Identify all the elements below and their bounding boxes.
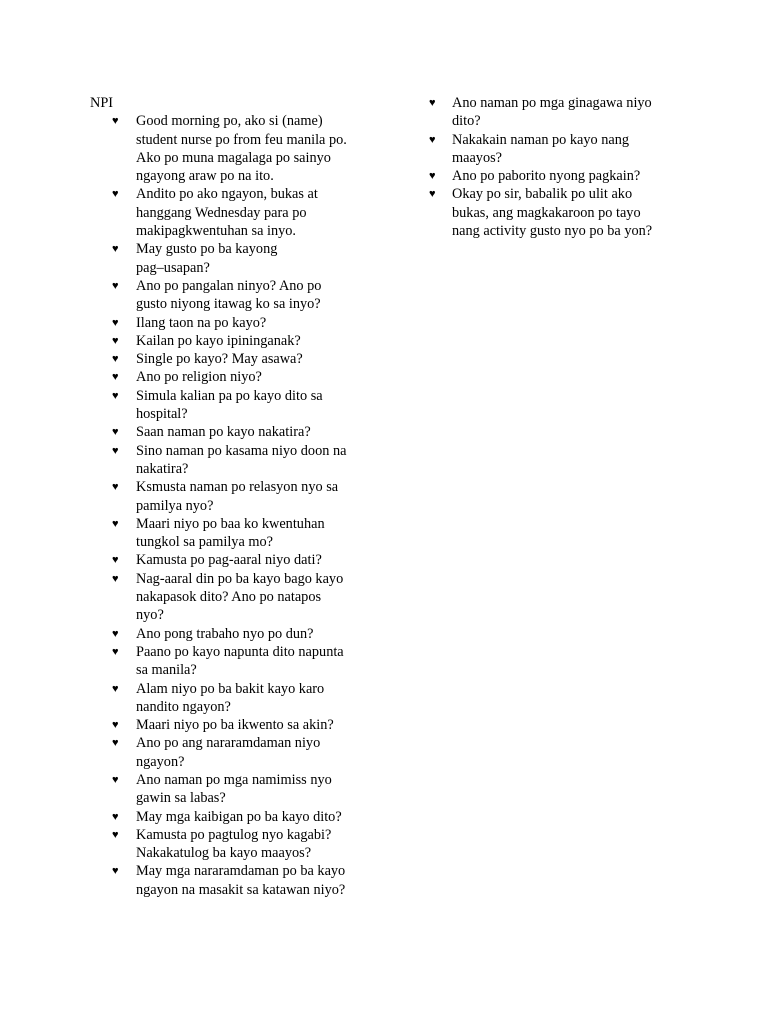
list-item xyxy=(90,716,370,734)
heart-bullet-icon: ♥ xyxy=(112,426,119,439)
list-item xyxy=(90,625,370,643)
heart-bullet-icon: ♥ xyxy=(112,316,119,329)
list-item xyxy=(90,808,370,826)
list-item xyxy=(90,442,370,479)
list-item xyxy=(90,478,370,515)
list-item xyxy=(90,570,370,625)
list-item-text: Nag-aaral din po ba kayo bago kayo nakapasok dito? Ano po natapos nyo? xyxy=(136,570,344,624)
heart-bullet-icon: ♥ xyxy=(112,682,119,695)
list-item-text: Simula kalian pa po kayo dito sa hospital? xyxy=(136,387,323,423)
list-item-text: Ano po ang nararamdaman niyo ngayon? xyxy=(136,735,321,770)
heart-bullet-icon: ♥ xyxy=(112,773,119,786)
heart-bullet-icon: ♥ xyxy=(112,554,119,567)
list-item xyxy=(90,387,370,424)
list-item-text: Ano naman po mga ginagawa niyo dito? xyxy=(452,95,652,130)
list-item-text: Alam niyo po ba bakit kayo karo nandito ngayon? xyxy=(136,680,325,715)
heart-bullet-icon: ♥ xyxy=(112,828,119,841)
list-item-text: Nakakain naman po kayo nang maayos? xyxy=(452,131,630,166)
list-item xyxy=(90,277,370,314)
list-item xyxy=(90,240,370,277)
list-item xyxy=(90,771,370,808)
list-item xyxy=(90,862,370,899)
list-item-text: Sino naman po kasama niyo doon na nakatira? xyxy=(136,442,347,477)
heart-bullet-icon: ♥ xyxy=(112,481,119,494)
list-item-text: Good morning po, ako si (name) student nurse po from feu manila po. Ako po muna magalaga po sainyo ngayong araw po na ito. xyxy=(136,113,347,185)
list-item xyxy=(429,167,679,185)
heart-bullet-icon: ♥ xyxy=(112,243,119,256)
right-bullet-list xyxy=(429,94,679,240)
list-item-text: Ano po pangalan ninyo? Ano po gusto niyong itawag ko sa inyo? xyxy=(136,277,322,313)
list-item xyxy=(90,314,370,332)
list-item xyxy=(90,680,370,717)
list-item xyxy=(90,551,370,569)
list-item-text: Maari niyo po baa ko kwentuhan tungkol sa pamilya mo? xyxy=(136,515,325,551)
list-item-text: May mga nararamdaman po ba kayo ngayon na masakit sa katawan niyo? xyxy=(136,863,346,898)
heart-bullet-icon: ♥ xyxy=(429,170,436,183)
list-item-text: Ilang taon na po kayo? xyxy=(136,314,267,331)
list-item-text: Kailan po kayo ipininganak? xyxy=(136,332,301,349)
heart-bullet-icon: ♥ xyxy=(112,444,119,457)
heart-bullet-icon: ♥ xyxy=(112,371,119,384)
list-item xyxy=(429,94,679,131)
list-item-text: Okay po sir, babalik po ulit ako bukas, ang magkakaroon po tayo nang activity gusto nyo po ba yon? xyxy=(452,186,653,240)
list-item-text: Ano naman po mga namimiss nyo gawin sa labas? xyxy=(136,771,332,807)
list-item xyxy=(90,350,370,368)
list-item-text: May gusto po ba kayong pag–usapan? xyxy=(136,241,278,276)
right-column xyxy=(429,94,679,240)
list-item xyxy=(90,734,370,771)
document-heading: NPI xyxy=(90,95,114,111)
heart-bullet-icon: ♥ xyxy=(429,188,436,201)
list-item xyxy=(90,423,370,441)
list-item-text: Andito po ako ngayon, bukas at hanggang Wednesday para po makipagkwentuhan sa inyo. xyxy=(136,186,318,240)
list-item-text: Ano po paborito nyong pagkain? xyxy=(452,168,641,185)
list-item xyxy=(429,131,679,168)
list-item-text: Kamusta po pagtulog nyo kagabi? Nakakatulog ba kayo maayos? xyxy=(136,826,332,862)
heart-bullet-icon: ♥ xyxy=(112,810,119,823)
heart-bullet-icon: ♥ xyxy=(112,627,119,640)
list-item-text: May mga kaibigan po ba kayo dito? xyxy=(136,808,342,825)
heart-bullet-icon: ♥ xyxy=(112,865,119,878)
left-column xyxy=(90,94,370,899)
list-item-text: Kamusta po pag-aaral niyo dati? xyxy=(136,552,322,569)
list-item-text: Paano po kayo napunta dito napunta sa manila? xyxy=(136,643,344,679)
heart-bullet-icon: ♥ xyxy=(112,737,119,750)
list-item xyxy=(90,332,370,350)
list-item xyxy=(90,515,370,552)
heart-bullet-icon: ♥ xyxy=(112,279,119,292)
list-item-text: Ano pong trabaho nyo po dun? xyxy=(136,625,314,642)
heart-bullet-icon: ♥ xyxy=(112,353,119,366)
list-item-text: Single po kayo? May asawa? xyxy=(136,351,303,368)
heart-bullet-icon: ♥ xyxy=(112,645,119,658)
heart-bullet-icon: ♥ xyxy=(112,572,119,585)
list-item xyxy=(90,826,370,863)
heart-bullet-icon: ♥ xyxy=(112,719,119,732)
list-item-text: Maari niyo po ba ikwento sa akin? xyxy=(136,717,334,734)
list-item xyxy=(90,368,370,386)
left-bullet-list xyxy=(90,112,370,899)
heart-bullet-icon: ♥ xyxy=(112,188,119,201)
list-item xyxy=(90,643,370,680)
list-item xyxy=(90,112,370,185)
heart-bullet-icon: ♥ xyxy=(429,97,436,109)
heart-bullet-icon: ♥ xyxy=(429,133,436,146)
list-item-text: Ksmusta naman po relasyon nyo sa pamilya nyo? xyxy=(136,479,339,514)
list-item-text: Ano po religion niyo? xyxy=(136,369,262,386)
list-item-text: Saan naman po kayo nakatira? xyxy=(136,424,311,441)
list-item xyxy=(90,185,370,240)
heart-bullet-icon: ♥ xyxy=(112,389,119,402)
heart-bullet-icon: ♥ xyxy=(112,115,119,128)
heart-bullet-icon: ♥ xyxy=(112,334,119,347)
list-item xyxy=(429,185,679,240)
heart-bullet-icon: ♥ xyxy=(112,517,119,530)
